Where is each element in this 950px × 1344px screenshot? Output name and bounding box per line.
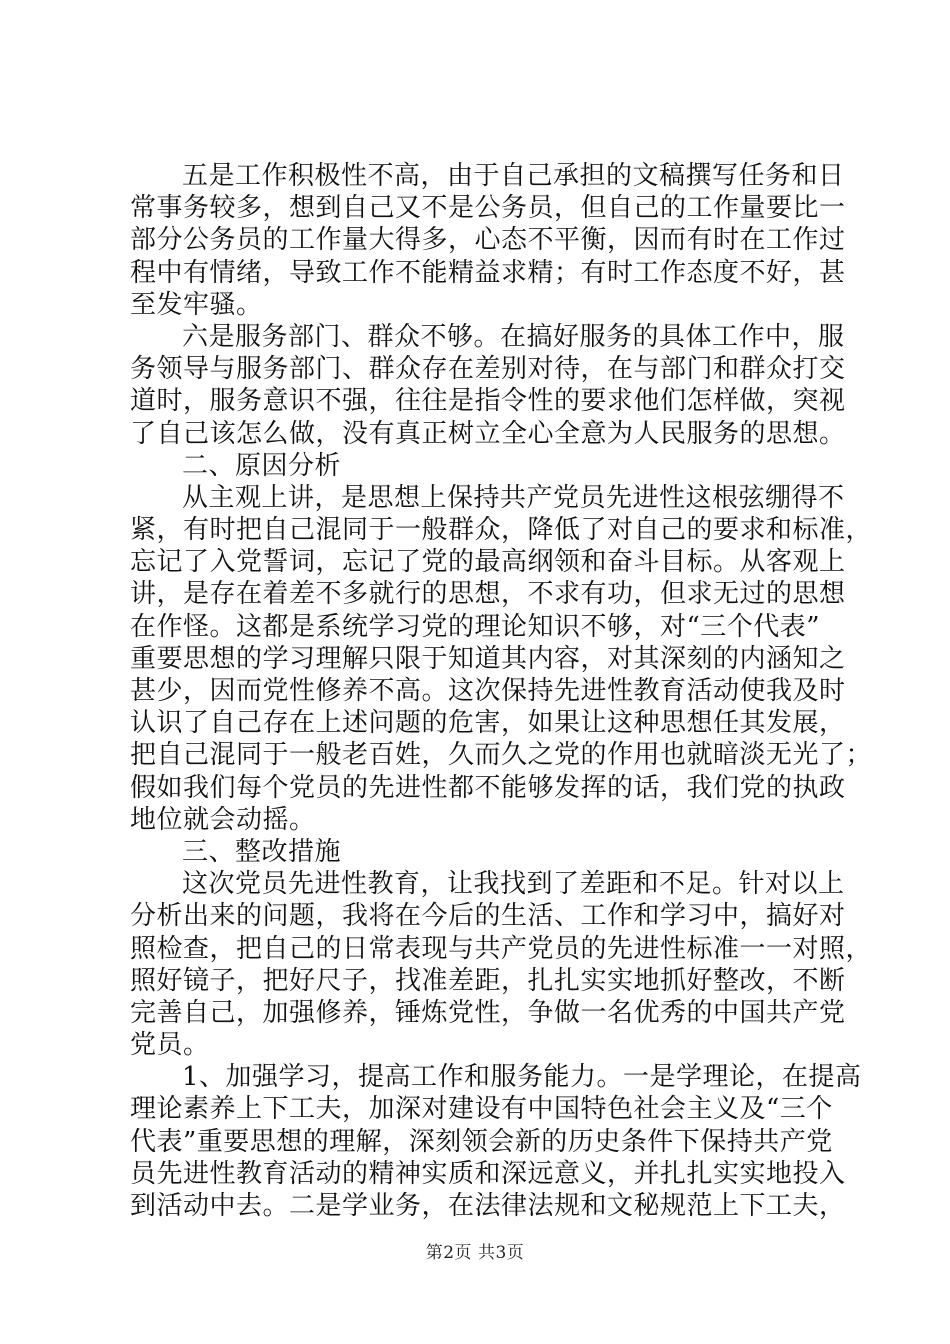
text-line: 把自己混同于一般老百姓，久而久之党的作用也就暗淡无光了；	[130, 740, 873, 771]
text-line: 完善自己，加强修养，锤炼党性，争做一名优秀的中国共产党	[130, 997, 846, 1028]
text-line: 党员。	[130, 1030, 210, 1061]
text-line: 认识了自己存在上述问题的危害，如果让这种思想任其发展，	[130, 708, 846, 739]
text-line: 在作怪。这都是系统学习党的理论知识不够，对“三个代表”	[130, 611, 821, 642]
text-line: 地位就会动摇。	[130, 804, 316, 835]
text-line: 五是工作积极性不高，由于自己承担的文稿撰写任务和日	[182, 161, 845, 191]
document-body	[130, 160, 873, 1222]
text-line: 从主观上讲，是思想上保持共产党员先进性这根弦绷得不	[182, 482, 845, 513]
page-number-footer: 第2页 共3页	[425, 1243, 525, 1263]
text-line: 了自己该怎么做，没有真正树立全心全意为人民服务的思想。	[130, 418, 846, 449]
text-line: 务领导与服务部门、群众存在差别对待，在与部门和群众打交	[130, 354, 846, 385]
text-line: 重要思想的学习理解只限于知道其内容，对其深刻的内涵知之	[130, 643, 846, 674]
text-line: 1、加强学习，提高工作和服务能力。一是学理论，在提高	[182, 1062, 862, 1093]
text-line: 讲，是存在着差不多就行的思想，不求有功，但求无过的思想	[130, 579, 846, 610]
text-line: 假如我们每个党员的先进性都不能够发挥的话，我们党的执政	[130, 772, 846, 803]
text-line: 代表”重要思想的理解，深刻领会新的历史条件下保持共产党	[130, 1126, 833, 1157]
text-line: 紧，有时把自己混同于一般群众，降低了对自己的要求和标准，	[130, 515, 873, 546]
text-line: 这次党员先进性教育，让我找到了差距和不足。针对以上	[182, 869, 845, 900]
text-line: 程中有情绪，导致工作不能精益求精；有时工作态度不好，甚	[130, 257, 846, 288]
text-line: 到活动中去。二是学业务，在法律法规和文秘规范上下工夫，	[130, 1191, 846, 1221]
text-line: 分析出来的问题，我将在今后的生活、工作和学习中，搞好对	[130, 901, 846, 932]
text-line: 六是服务部门、群众不够。在搞好服务的具体工作中，服	[182, 321, 845, 352]
text-line: 甚少，因而党性修养不高。这次保持先进性教育活动使我及时	[130, 676, 846, 706]
text-line: 照检查，把自己的日常表现与共产党员的先进性标准一一对照，	[130, 933, 873, 964]
section-heading: 三、整改措施	[182, 836, 342, 867]
text-line: 至发牢骚。	[130, 289, 263, 320]
text-line: 忘记了入党誓词，忘记了党的最高纲领和奋斗目标。从客观上	[130, 547, 846, 578]
text-line: 部分公务员的工作量大得多，心态不平衡，因而有时在工作过	[130, 225, 846, 256]
section-heading: 二、原因分析	[182, 450, 342, 481]
text-line: 常事务较多，想到自己又不是公务员，但自己的工作量要比一	[130, 193, 846, 224]
text-line: 理论素养上下工夫，加深对建设有中国特色社会主义及“三个	[130, 1094, 833, 1125]
text-line: 员先进性教育活动的精神实质和深远意义，并扎扎实实地投入	[130, 1158, 846, 1189]
text-line: 道时，服务意识不强，往往是指令性的要求他们怎样做，突视	[130, 386, 846, 417]
text-line: 照好镜子，把好尺子，找准差距，扎扎实实地抓好整改，不断	[130, 965, 846, 996]
